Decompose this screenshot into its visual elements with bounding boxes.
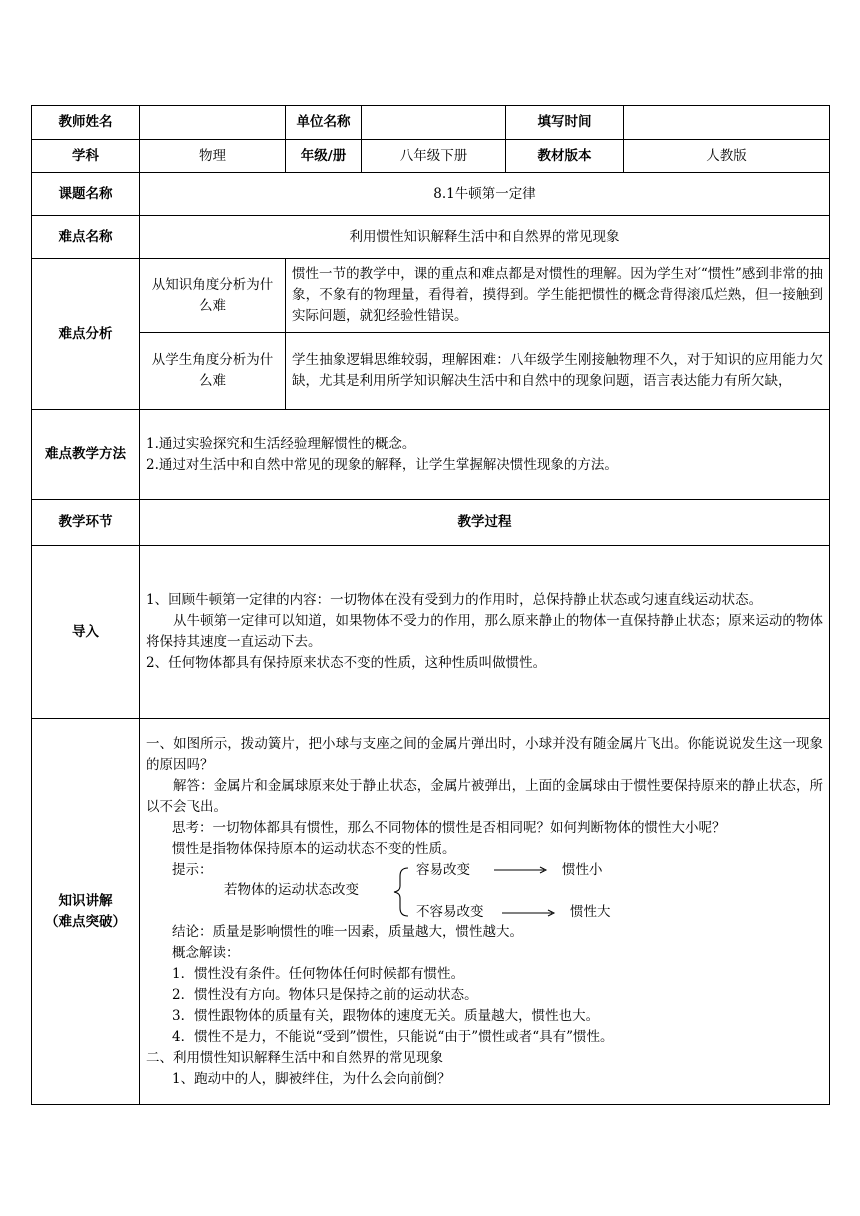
row-process-header: [32, 500, 830, 546]
hint-label: 提示：: [172, 861, 213, 878]
stage-header: 教学环节: [32, 500, 140, 546]
grade-label: 年级/册: [286, 140, 362, 173]
row-method: [32, 410, 830, 500]
intro-paragraph-1: 1、回顾牛顿第一定律的内容：一切物体在没有受到力的作用时，总保持静止状态或匀速直线运动状态。: [146, 592, 763, 608]
row-lecture: [32, 719, 830, 1105]
intro-text: [140, 546, 830, 719]
hint-hard: 不容易改变: [416, 903, 484, 920]
topic-value: 8.1牛顿第一定律: [140, 173, 830, 216]
lecture-question-2-item-1: 1、跑动中的人，脚被绊住，为什么会向前倒？: [172, 1070, 451, 1087]
student-angle-label: 从学生角度分析为什么难: [140, 333, 286, 410]
row-analysis-knowledge: [32, 259, 830, 333]
hint-small: 惯性小: [562, 861, 603, 878]
row-topic: [32, 173, 830, 216]
difficulty-label: 难点名称: [32, 216, 140, 259]
method-line-2: 2.通过对生活中和自然中常见的现象的解释，让学生掌握解决惯性现象的方法。: [146, 456, 618, 473]
lecture-label: [32, 719, 140, 1105]
row-intro: [32, 546, 830, 719]
intro-paragraph-3: 2、任何物体都具有保持原来状态不变的性质，这种性质叫做惯性。: [146, 655, 547, 671]
concept-4: 4．惯性不是力，不能说“受到”惯性，只能说“由于”惯性或者“具有”惯性。: [172, 1028, 614, 1045]
topic-label: 课题名称: [32, 173, 140, 216]
difficulty-value: 利用惯性知识解释生活中和自然界的常见现象: [140, 216, 830, 259]
lecture-label-line-2: （难点突破）: [45, 913, 126, 930]
hint-easy: 容易改变: [416, 861, 470, 878]
knowledge-angle-text: 惯性一节的教学中，课的重点和难点都是对惯性的理解。因为学生对′“惯性”感到非常的抽象，不象有的物理量，看得着，摸得到。学生能把惯性的概念背得滚瓜烂熟，但一接触到实际问题，就犯经验性错误。: [286, 259, 830, 333]
concept-title: 概念解读：: [172, 944, 240, 961]
hint-condition: 若物体的运动状态改变: [224, 881, 359, 898]
method-label: 难点教学方法: [32, 410, 140, 500]
concept-1: 1．惯性没有条件。任何物体任何时候都有惯性。: [172, 965, 465, 982]
row-analysis-student: [32, 333, 830, 410]
time-value: [624, 106, 830, 140]
analysis-label: 难点分析: [32, 259, 140, 410]
teacher-name-label: 教师姓名: [32, 106, 140, 140]
edition-label: 教材版本: [506, 140, 624, 173]
curly-brace-icon: [394, 868, 408, 916]
inertia-hint-diagram: [146, 860, 823, 922]
time-label: 填写时间: [506, 106, 624, 140]
lesson-plan-table: [31, 105, 830, 1105]
row-subject-info: [32, 140, 830, 173]
method-line-1: 1.通过实验探究和生活经验理解惯性的概念。: [146, 435, 416, 452]
subject-value: 物理: [140, 140, 286, 173]
lecture-question-1: 一、如图所示，拨动簧片，把小球与支座之间的金属片弹出时，小球并没有随金属片飞出。你能说说发生这一现象的原因吗？: [146, 735, 823, 773]
intro-label: 导入: [32, 546, 140, 719]
student-angle-text: 学生抽象逻辑思维较弱，理解困难：八年级学生刚接触物理不久，对于知识的应用能力欠缺，尤其是利用所学知识解决生活中和自然中的现象问题，语言表达能力有所欠缺，: [286, 333, 830, 410]
intro-paragraph-2: 从牛顿第一定律可以知道，如果物体不受力的作用，那么原来静止的物体一直保持静止状态；原来运动的物体将保持其速度一直运动下去。: [146, 613, 823, 650]
lecture-answer: 解答：金属片和金属球原来处于静止状态，金属片被弹出，上面的金属球由于惯性要保持原来的静止状态，所以不会飞出。: [146, 777, 823, 815]
hint-big: 惯性大: [570, 903, 611, 920]
grade-value: 八年级下册: [362, 140, 506, 173]
method-text: [140, 410, 830, 500]
lecture-definition: 惯性是指物体保持原本的运动状态不变的性质。: [172, 840, 456, 857]
row-teacher-info: [32, 106, 830, 140]
lecture-conclusion: 结论：质量是影响惯性的唯一因素，质量越大，惯性越大。: [172, 923, 523, 940]
lecture-think: 思考：一切物体都具有惯性，那么不同物体的惯性是否相同呢？如何判断物体的惯性大小呢？: [172, 819, 726, 836]
unit-value: [362, 106, 506, 140]
lecture-text: [140, 719, 830, 1105]
unit-label: 单位名称: [286, 106, 362, 140]
concept-3: 3．惯性跟物体的质量有关，跟物体的速度无关。质量越大，惯性也大。: [172, 1007, 600, 1024]
concept-2: 2．惯性没有方向。物体只是保持之前的运动状态。: [172, 986, 478, 1003]
knowledge-angle-label: 从知识角度分析为什么难: [140, 259, 286, 333]
subject-label: 学科: [32, 140, 140, 173]
process-header: 教学过程: [140, 500, 830, 546]
lecture-label-line-1: 知识讲解: [58, 892, 113, 909]
row-difficulty: [32, 216, 830, 259]
teacher-name-value: [140, 106, 286, 140]
lecture-question-2: 二、利用惯性知识解释生活中和自然界的常见现象: [146, 1049, 443, 1066]
edition-value: 人教版: [624, 140, 830, 173]
